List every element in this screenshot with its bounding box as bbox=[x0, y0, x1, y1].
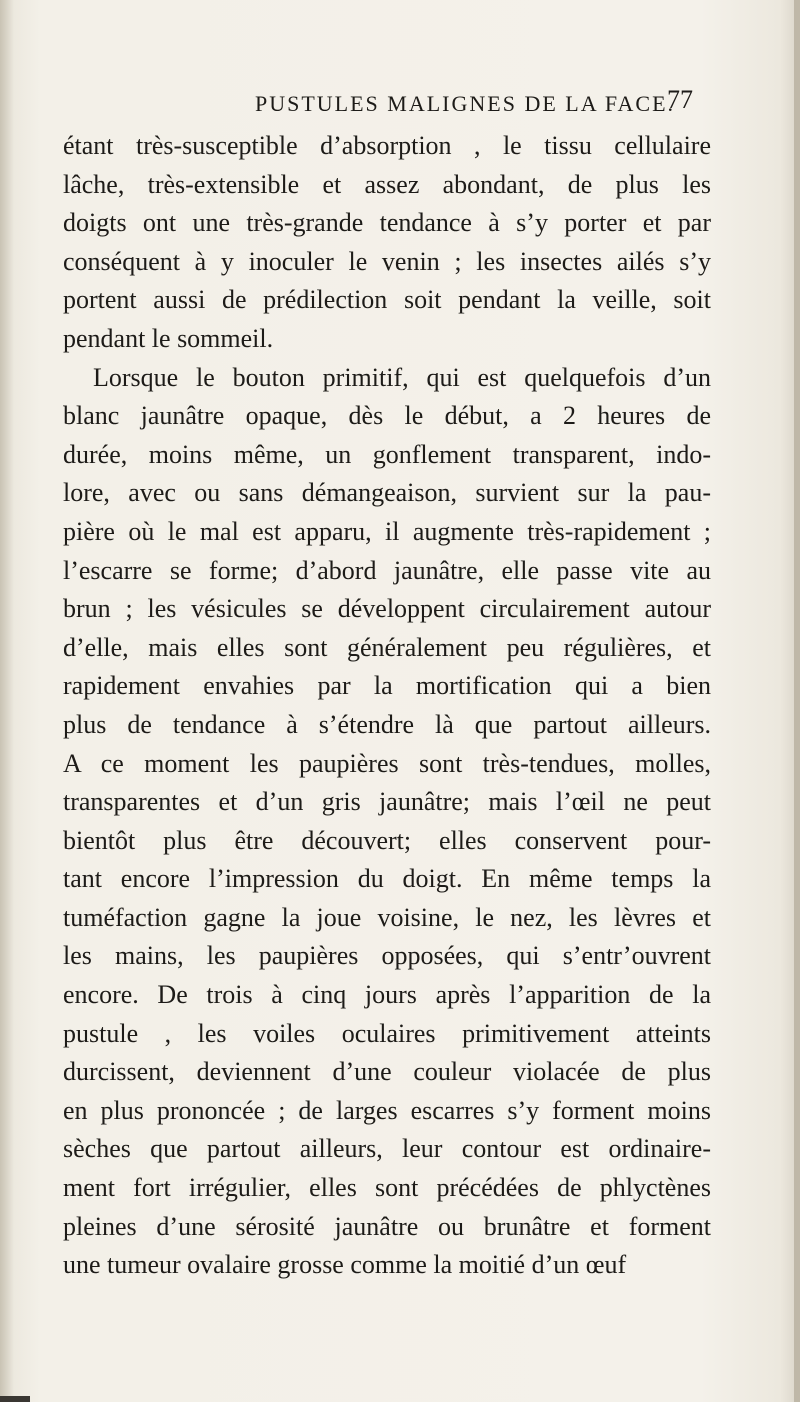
text-line: une tumeur ovalaire grosse comme la moitié d’un œuf bbox=[63, 1250, 627, 1280]
corner-mark bbox=[0, 1396, 30, 1402]
text-line: doigts ont une très-grande tendance à s’y porter et par bbox=[63, 208, 711, 238]
text-line: tant encore l’impression du doigt. En même temps la bbox=[63, 864, 711, 894]
text-line: les mains, les paupières opposées, qui s’entr’ouvrent bbox=[63, 941, 711, 971]
text-line: en plus prononcée ; de larges escarres s’y forment moins bbox=[63, 1095, 711, 1125]
text-line: l’escarre se forme; d’abord jaunâtre, elle passe vite au bbox=[63, 555, 711, 585]
text-line: encore. De trois à cinq jours après l’apparition de la bbox=[63, 980, 711, 1010]
text-line: Lorsque le bouton primitif, qui est quelquefois d’un bbox=[93, 362, 711, 392]
text-line: conséquent à y inoculer le venin ; les insectes ailés s’y bbox=[63, 246, 711, 276]
text-line: transparentes et d’un gris jaunâtre; mais l’œil ne peut bbox=[63, 787, 711, 817]
text-line: pendant le sommeil. bbox=[63, 323, 274, 353]
text-line: blanc jaunâtre opaque, dès le début, a 2 heures de bbox=[63, 401, 711, 431]
text-line: plus de tendance à s’étendre là que partout ailleurs. bbox=[63, 709, 711, 739]
running-title: PUSTULES MALIGNES DE LA FACE. bbox=[255, 91, 676, 116]
text-line: lâche, très-extensible et assez abondant, de plus les bbox=[63, 169, 711, 199]
page-right-edge bbox=[794, 0, 800, 1402]
running-head bbox=[0, 85, 800, 125]
text-line: pleines d’une sérosité jaunâtre ou brunâtre et forment bbox=[63, 1211, 711, 1241]
text-line: durcissent, deviennent d’une couleur violacée de plus bbox=[63, 1057, 711, 1087]
text-line: lore, avec ou sans démangeaison, survient sur la pau- bbox=[63, 478, 711, 508]
text-line: tuméfaction gagne la joue voisine, le nez, les lèvres et bbox=[63, 902, 711, 932]
text-line: sèches que partout ailleurs, leur contour est ordinaire- bbox=[63, 1134, 711, 1164]
text-line: pustule , les voiles oculaires primitivement atteints bbox=[63, 1018, 711, 1048]
text-line: pière où le mal est apparu, il augmente très-rapidement ; bbox=[63, 516, 711, 546]
body-text bbox=[63, 127, 711, 1285]
text-line: bientôt plus être découvert; elles conservent pour- bbox=[63, 825, 711, 855]
text-line: d’elle, mais elles sont généralement peu régulières, et bbox=[63, 632, 711, 662]
text-line: ment fort irrégulier, elles sont précédées de phlyctènes bbox=[63, 1173, 711, 1203]
text-line: A ce moment les paupières sont très-tendues, molles, bbox=[63, 748, 711, 778]
text-line: étant très-susceptible d’absorption , le tissu cellulaire bbox=[63, 131, 711, 160]
text-line: durée, moins même, un gonflement transparent, indo- bbox=[63, 439, 711, 469]
page-number: 77 bbox=[667, 85, 693, 114]
text-line: rapidement envahies par la mortification qui a bien bbox=[63, 671, 711, 701]
page-left-edge bbox=[0, 0, 14, 1402]
text-line: brun ; les vésicules se développent circulairement autour bbox=[63, 594, 711, 624]
text-line: portent aussi de prédilection soit pendant la veille, soit bbox=[63, 285, 711, 315]
